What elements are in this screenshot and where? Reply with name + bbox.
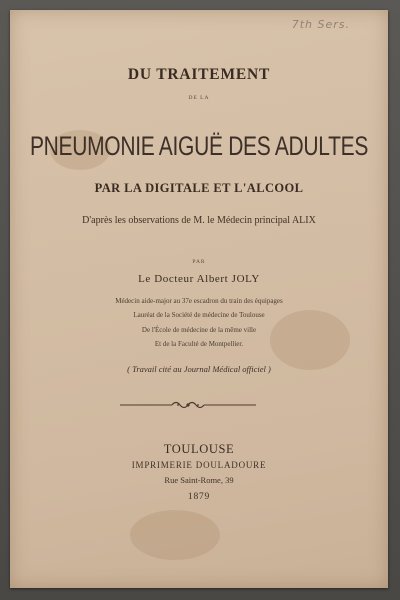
author-name: Le Docteur Albert JOLY	[138, 273, 260, 285]
title-line-1: DU TRAITEMENT	[127, 66, 271, 83]
author-affiliation: Lauréat de la Société de médecine de Toulouse	[133, 311, 265, 319]
ornamental-rule	[120, 399, 256, 411]
subtitle: PAR LA DIGITALE ET L'ALCOOL	[94, 181, 304, 195]
paper-stain	[130, 510, 220, 560]
pencil-annotation: 7th Sers.	[291, 18, 350, 31]
title-connector: DE LA	[188, 95, 210, 101]
publication-city: TOULOUSE	[163, 442, 235, 456]
printer-name: IMPRIMERIE DOULADOURE	[131, 460, 267, 470]
observations-note: D'après les observations de M. le Médecin principal ALIX	[82, 215, 316, 226]
publication-year: 1879	[187, 492, 211, 502]
author-affiliation: Médecin aide-major au 37e escadron du train des équipages	[115, 297, 283, 305]
pamphlet-cover	[10, 10, 388, 588]
author-affiliation: De l'École de médecine de la même ville	[141, 326, 257, 334]
main-title: PNEUMONIE AIGUË DES ADULTES	[29, 132, 369, 162]
by-label: PAR	[192, 259, 206, 265]
author-affiliation: Et de la Faculté de Montpellier.	[154, 340, 244, 348]
printer-address: Rue Saint-Rome, 39	[164, 475, 234, 485]
publication-note: ( Travail cité au Journal Médical officiel )	[127, 364, 271, 374]
